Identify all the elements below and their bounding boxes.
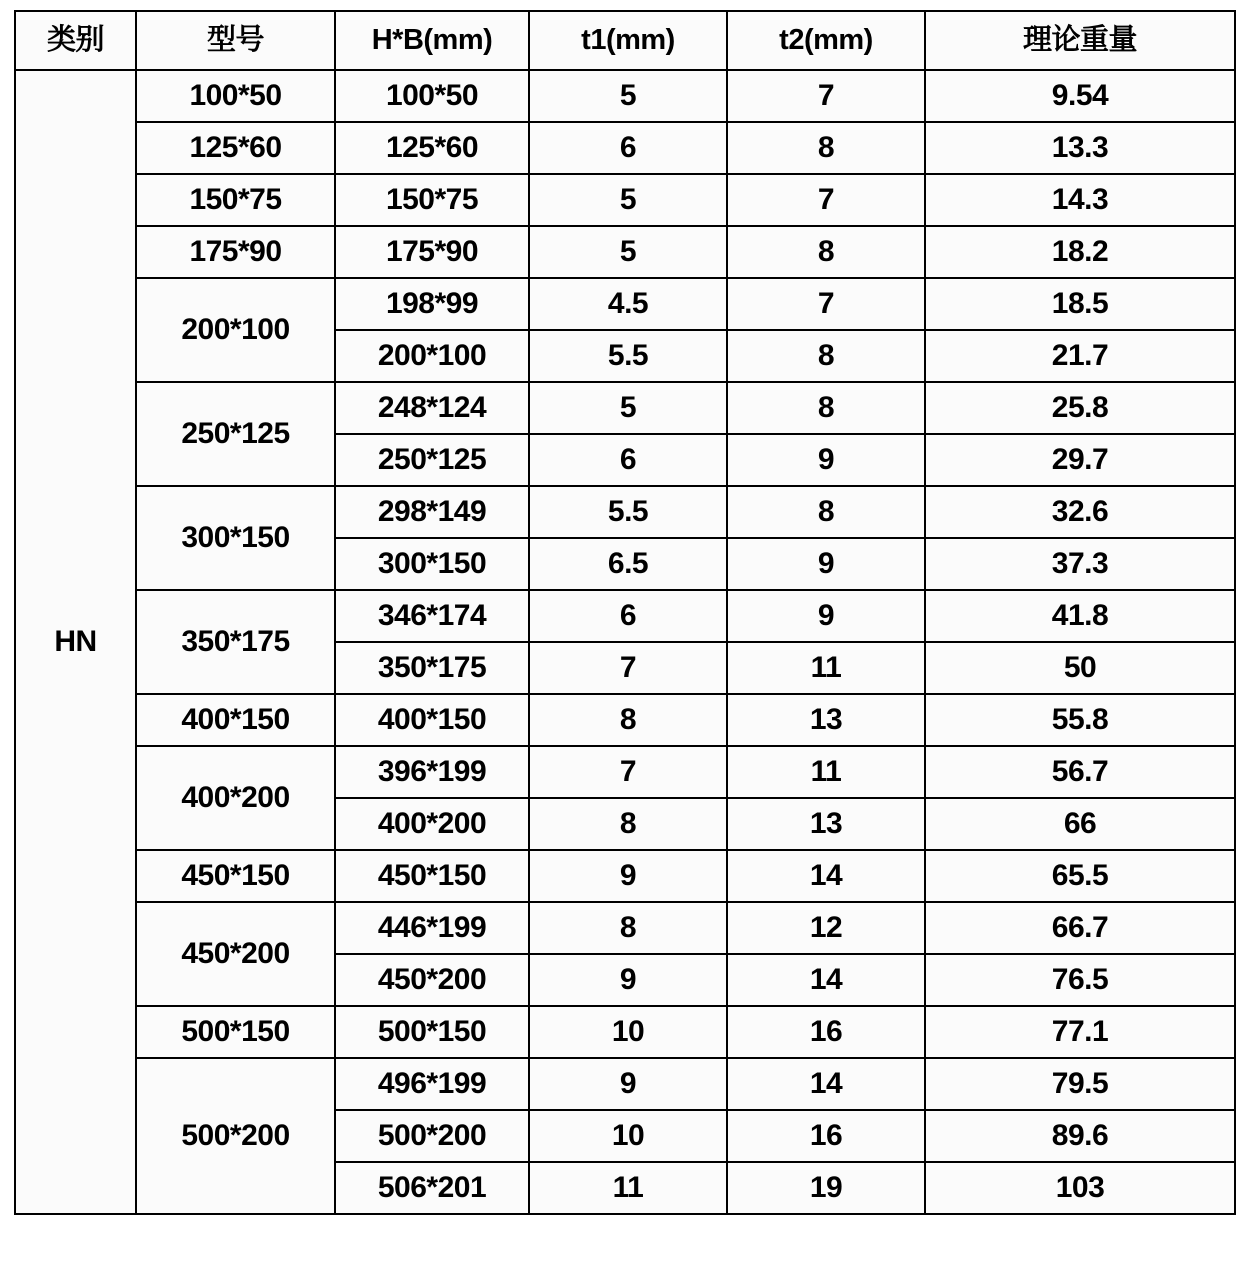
table-row — [15, 70, 1235, 122]
header-row — [15, 11, 1235, 70]
t2-cell: 16 — [727, 1110, 925, 1162]
hb-cell: 400*150 — [335, 694, 529, 746]
hb-cell: 350*175 — [335, 642, 529, 694]
hb-cell: 298*149 — [335, 486, 529, 538]
t2-cell: 7 — [727, 278, 925, 330]
table-row — [15, 486, 1235, 538]
table-header — [15, 11, 1235, 70]
category-cell: HN — [15, 70, 136, 1214]
weight-cell: 37.3 — [925, 538, 1235, 590]
t1-cell: 5.5 — [529, 330, 727, 382]
table-row — [15, 850, 1235, 902]
model-cell: 200*100 — [136, 278, 335, 382]
t1-cell: 6.5 — [529, 538, 727, 590]
t2-cell: 9 — [727, 538, 925, 590]
weight-cell: 89.6 — [925, 1110, 1235, 1162]
hb-cell: 200*100 — [335, 330, 529, 382]
hb-cell: 250*125 — [335, 434, 529, 486]
t1-cell: 10 — [529, 1110, 727, 1162]
t1-cell: 7 — [529, 642, 727, 694]
t2-cell: 7 — [727, 174, 925, 226]
weight-cell: 79.5 — [925, 1058, 1235, 1110]
weight-cell: 13.3 — [925, 122, 1235, 174]
hb-cell: 346*174 — [335, 590, 529, 642]
t2-cell: 8 — [727, 330, 925, 382]
weight-cell: 76.5 — [925, 954, 1235, 1006]
weight-cell: 66.7 — [925, 902, 1235, 954]
h-beam-specification-table — [14, 10, 1236, 1215]
t1-cell: 6 — [529, 590, 727, 642]
t1-cell: 9 — [529, 954, 727, 1006]
column-header-category: 类别 — [15, 11, 136, 70]
hb-cell: 300*150 — [335, 538, 529, 590]
table-body — [15, 70, 1235, 1214]
column-header-t1: t1(mm) — [529, 11, 727, 70]
model-cell: 300*150 — [136, 486, 335, 590]
t1-cell: 8 — [529, 798, 727, 850]
hb-cell: 248*124 — [335, 382, 529, 434]
model-cell: 450*200 — [136, 902, 335, 1006]
model-cell: 400*150 — [136, 694, 335, 746]
model-cell: 400*200 — [136, 746, 335, 850]
weight-cell: 14.3 — [925, 174, 1235, 226]
t2-cell: 7 — [727, 70, 925, 122]
t2-cell: 16 — [727, 1006, 925, 1058]
weight-cell: 65.5 — [925, 850, 1235, 902]
table-row — [15, 122, 1235, 174]
t1-cell: 5 — [529, 174, 727, 226]
weight-cell: 29.7 — [925, 434, 1235, 486]
t2-cell: 9 — [727, 434, 925, 486]
t1-cell: 8 — [529, 694, 727, 746]
t1-cell: 7 — [529, 746, 727, 798]
table-row — [15, 1058, 1235, 1110]
weight-cell: 9.54 — [925, 70, 1235, 122]
t1-cell: 8 — [529, 902, 727, 954]
t1-cell: 11 — [529, 1162, 727, 1214]
t1-cell: 5 — [529, 226, 727, 278]
t1-cell: 5 — [529, 70, 727, 122]
hb-cell: 496*199 — [335, 1058, 529, 1110]
table-row — [15, 902, 1235, 954]
table-row — [15, 278, 1235, 330]
model-cell: 175*90 — [136, 226, 335, 278]
t2-cell: 13 — [727, 798, 925, 850]
t1-cell: 9 — [529, 850, 727, 902]
t2-cell: 8 — [727, 226, 925, 278]
column-header-t2: t2(mm) — [727, 11, 925, 70]
model-cell: 150*75 — [136, 174, 335, 226]
t2-cell: 11 — [727, 746, 925, 798]
weight-cell: 21.7 — [925, 330, 1235, 382]
model-cell: 100*50 — [136, 70, 335, 122]
hb-cell: 500*150 — [335, 1006, 529, 1058]
table-row — [15, 382, 1235, 434]
hb-cell: 396*199 — [335, 746, 529, 798]
model-cell: 125*60 — [136, 122, 335, 174]
t2-cell: 8 — [727, 382, 925, 434]
t1-cell: 9 — [529, 1058, 727, 1110]
model-cell: 500*200 — [136, 1058, 335, 1214]
t2-cell: 14 — [727, 954, 925, 1006]
t2-cell: 14 — [727, 1058, 925, 1110]
weight-cell: 103 — [925, 1162, 1235, 1214]
table-row — [15, 174, 1235, 226]
table-row — [15, 226, 1235, 278]
weight-cell: 55.8 — [925, 694, 1235, 746]
weight-cell: 18.5 — [925, 278, 1235, 330]
hb-cell: 450*150 — [335, 850, 529, 902]
weight-cell: 77.1 — [925, 1006, 1235, 1058]
hb-cell: 446*199 — [335, 902, 529, 954]
t2-cell: 19 — [727, 1162, 925, 1214]
weight-cell: 18.2 — [925, 226, 1235, 278]
model-cell: 350*175 — [136, 590, 335, 694]
spec-table-container — [14, 10, 1234, 1215]
t2-cell: 8 — [727, 122, 925, 174]
t2-cell: 8 — [727, 486, 925, 538]
column-header-hb: H*B(mm) — [335, 11, 529, 70]
table-row — [15, 1006, 1235, 1058]
table-row — [15, 746, 1235, 798]
t2-cell: 14 — [727, 850, 925, 902]
t2-cell: 12 — [727, 902, 925, 954]
hb-cell: 506*201 — [335, 1162, 529, 1214]
weight-cell: 25.8 — [925, 382, 1235, 434]
t1-cell: 4.5 — [529, 278, 727, 330]
hb-cell: 198*99 — [335, 278, 529, 330]
t2-cell: 11 — [727, 642, 925, 694]
model-cell: 450*150 — [136, 850, 335, 902]
t2-cell: 9 — [727, 590, 925, 642]
weight-cell: 56.7 — [925, 746, 1235, 798]
hb-cell: 125*60 — [335, 122, 529, 174]
t1-cell: 6 — [529, 122, 727, 174]
t1-cell: 6 — [529, 434, 727, 486]
model-cell: 250*125 — [136, 382, 335, 486]
t2-cell: 13 — [727, 694, 925, 746]
table-row — [15, 694, 1235, 746]
hb-cell: 400*200 — [335, 798, 529, 850]
column-header-model: 型号 — [136, 11, 335, 70]
t1-cell: 5 — [529, 382, 727, 434]
weight-cell: 41.8 — [925, 590, 1235, 642]
hb-cell: 500*200 — [335, 1110, 529, 1162]
weight-cell: 32.6 — [925, 486, 1235, 538]
t1-cell: 5.5 — [529, 486, 727, 538]
hb-cell: 450*200 — [335, 954, 529, 1006]
column-header-weight: 理论重量 — [925, 11, 1235, 70]
weight-cell: 50 — [925, 642, 1235, 694]
weight-cell: 66 — [925, 798, 1235, 850]
t1-cell: 10 — [529, 1006, 727, 1058]
table-row — [15, 590, 1235, 642]
model-cell: 500*150 — [136, 1006, 335, 1058]
hb-cell: 100*50 — [335, 70, 529, 122]
hb-cell: 150*75 — [335, 174, 529, 226]
hb-cell: 175*90 — [335, 226, 529, 278]
